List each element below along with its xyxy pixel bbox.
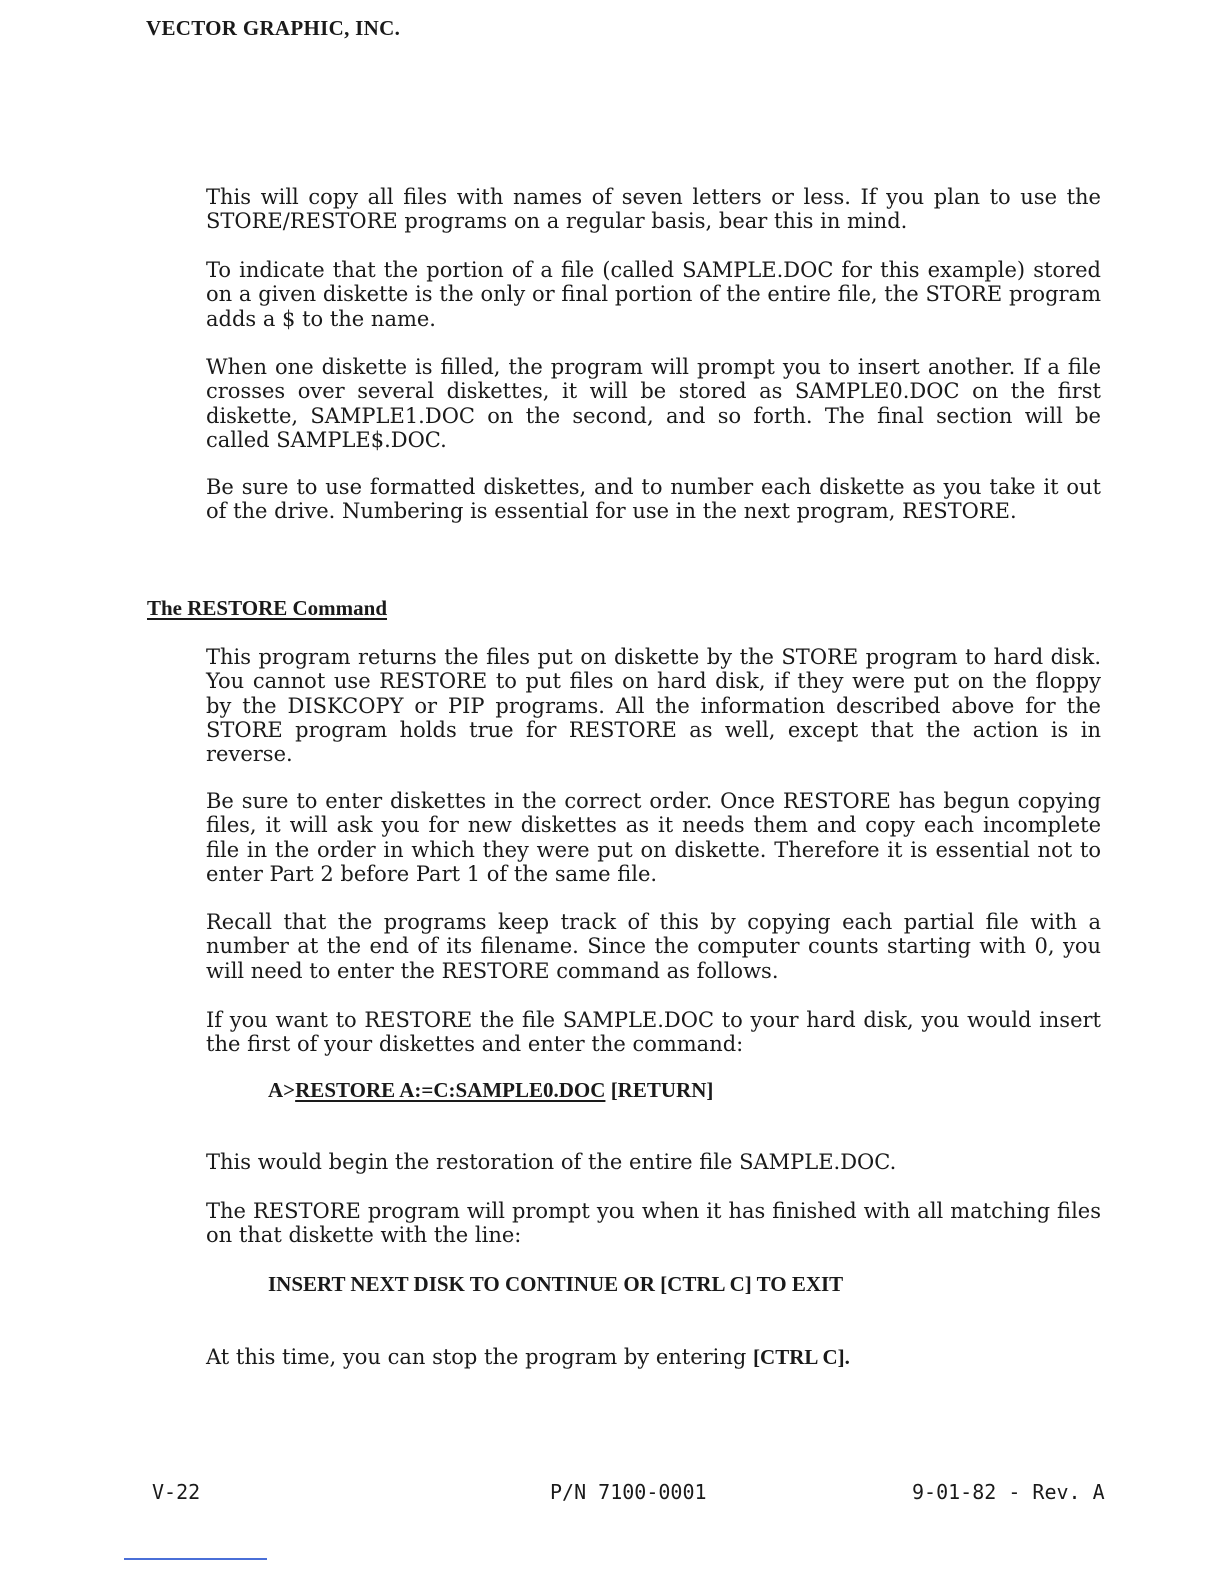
paragraph-diskette-filled: [206, 355, 1101, 452]
paragraph-text: This program returns the files put on diskette by the STORE program to hard disk. You cannot use RESTORE to put files on hard disk, if they were put on the floppy by the DISKCOPY or PIP programs. All the information described above for the STORE program holds true for RESTORE as well, except that the action is in reverse.: [206, 645, 1101, 767]
closing-text: At this time, you can stop the program by entering: [206, 1345, 754, 1369]
paragraph-text: Be sure to use formatted diskettes, and to number each diskette as you take it out of the drive. Numbering is essential for use in the next program, RESTORE.: [206, 475, 1101, 524]
command-return-key: [RETURN]: [610, 1078, 714, 1102]
paragraph-dollar-suffix: [206, 258, 1101, 331]
company-header: VECTOR GRAPHIC, INC.: [146, 16, 401, 40]
restore-command-example: [268, 1078, 713, 1103]
insert-next-disk-message: INSERT NEXT DISK TO CONTINUE OR [CTRL C] TO EXIT: [268, 1272, 844, 1296]
paragraph-text: Be sure to enter diskettes in the correct order. Once RESTORE has begun copying files, it will ask you for new diskettes as it needs them and copy each incomplete file in the order in which they were put on diskette. Therefore it is essential not to enter Part 2 before Part 1 of the same file.: [206, 789, 1101, 886]
closing-ctrl-c-key: [CTRL C].: [753, 1345, 850, 1369]
paragraph-prompt-intro: [206, 1199, 1101, 1248]
paragraph-begin-restoration: [206, 1150, 1101, 1174]
paragraph-text: This would begin the restoration of the entire file SAMPLE.DOC.: [206, 1150, 897, 1174]
paragraph-filename-number: [206, 910, 1101, 983]
paragraph-text: The RESTORE program will prompt you when it has finished with all matching files on that diskette with the line:: [206, 1199, 1101, 1248]
paragraph-text: Recall that the programs keep track of this by copying each partial file with a number at the end of its filename. Since the computer counts starting with 0, you will need to enter the RESTORE command as follows.: [206, 910, 1101, 983]
command-prompt: A>: [268, 1078, 296, 1102]
paragraph-correct-order: [206, 789, 1101, 886]
footer-part-number: P/N 7100-0001: [550, 1480, 707, 1504]
paragraph-closing: [206, 1345, 1101, 1369]
command-typed: RESTORE A:=C:SAMPLE0.DOC: [295, 1078, 606, 1102]
footer-page-number: V-22: [152, 1480, 201, 1504]
paragraph-text: To indicate that the portion of a file (called SAMPLE.DOC for this example) stored on a given diskette is the only or final portion of the entire file, the STORE program adds a $ to the name.: [206, 258, 1101, 331]
paragraph-text: When one diskette is filled, the program will prompt you to insert another. If a file crosses over several diskettes, it will be stored as SAMPLE0.DOC on the first diskette, SAMPLE1.DOC on the second, and so forth. The final section will be called SAMPLE$.DOC.: [206, 355, 1101, 452]
paragraph-formatted-diskettes: [206, 475, 1101, 524]
scan-edge-rule: [124, 1558, 267, 1560]
paragraph-text: [206, 1345, 1101, 1369]
paragraph-text: If you want to RESTORE the file SAMPLE.DOC to your hard disk, you would insert the first of your diskettes and enter the command:: [206, 1008, 1101, 1057]
paragraph-text: This will copy all files with names of seven letters or less. If you plan to use the STORE/RESTORE programs on a regular basis, bear this in mind.: [206, 185, 1101, 234]
section-heading-restore: The RESTORE Command: [147, 596, 388, 620]
paragraph-restore-sample: [206, 1008, 1101, 1057]
paragraph-restore-intro: [206, 645, 1101, 766]
paragraph-seven-letters: [206, 185, 1101, 234]
footer-revision: 9-01-82 - Rev. A: [912, 1480, 1105, 1504]
